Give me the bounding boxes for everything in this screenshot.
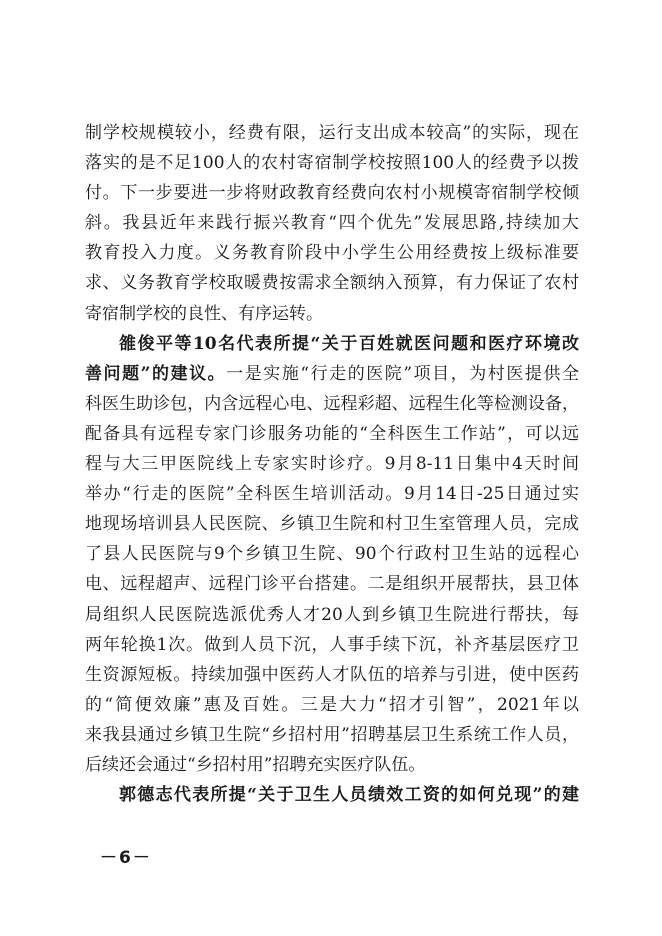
- text-line: 后续还会通过“乡招村用”招聘充实医疗队伍。: [85, 754, 426, 775]
- text-line: 落实的是不足100人的农村寄宿制学校按照100人的经费予以拨: [85, 153, 579, 174]
- text-line: 科医生助诊包，内含远程心电、远程彩超、远程生化等检测设备，: [85, 393, 579, 414]
- text-line: 了县人民医院与9个乡镇卫生院、90个行政村卫生站的远程心: [85, 544, 579, 565]
- text-line: 的“简便效廉”惠及百姓。三是大力“招才引智”，2021年以: [85, 694, 579, 715]
- paragraph-heading: 雒俊平等10名代表所提“关于百姓就医问题和医疗环境改: [119, 333, 579, 354]
- text-line: 生资源短板。持续加强中医药人才队伍的培养与引进，使中医药: [85, 664, 579, 685]
- text-line: 制学校规模较小，经费有限，运行支出成本较高”的实际，现在: [85, 123, 579, 143]
- text-line: [85, 359, 579, 389]
- text-line: 地现场培训县人民医院、乡镇卫生院和村卫生室管理人员，完成: [85, 514, 579, 535]
- text-line: 配备具有远程专家门诊服务功能的“全科医生工作站”，可以远: [85, 423, 579, 444]
- text-line: 斜。我县近年来践行振兴教育“四个优先”发展思路,持续加大: [85, 213, 579, 234]
- text-line: 求、义务教育学校取暖费按需求全额纳入预算，有力保证了农村: [85, 273, 579, 294]
- text-line-rest: 一是实施“行走的医院”项目，为村医提供全: [226, 363, 579, 384]
- paragraph-heading: 郭德志代表所提“关于卫生人员绩效工资的如何兑现”的建: [119, 785, 579, 806]
- text-line: 两年轮换1次。做到人员下沉，人事手续下沉，补齐基层医疗卫: [85, 634, 579, 655]
- text-line: 局组织人民医院选派优秀人才20人到乡镇卫生院进行帮扶，每: [85, 604, 579, 625]
- text-line: 付。下一步要进一步将财政教育经费向农村小规模寄宿制学校倾: [85, 183, 579, 204]
- text-line: 来我县通过乡镇卫生院“乡招村用”招聘基层卫生系统工作人员，: [85, 724, 579, 745]
- body-text: [85, 118, 579, 810]
- text-line: 举办“行走的医院”全科医生培训活动。9月14日-25日通过实: [85, 484, 579, 505]
- page-number: －6－: [100, 848, 152, 868]
- text-line: 教育投入力度。义务教育阶段中小学生公用经费按上级标准要: [85, 243, 579, 264]
- text-line: 寄宿制学校的良性、有序运转。: [85, 303, 323, 324]
- paragraph-heading-end: 善问题”的建议。: [85, 363, 227, 384]
- text-line: 电、远程超声、远程门诊平台搭建。二是组织开展帮扶，县卫体: [85, 574, 579, 595]
- text-line: 程与大三甲医院线上专家实时诊疗。9月8-11日集中4天时间: [85, 454, 579, 475]
